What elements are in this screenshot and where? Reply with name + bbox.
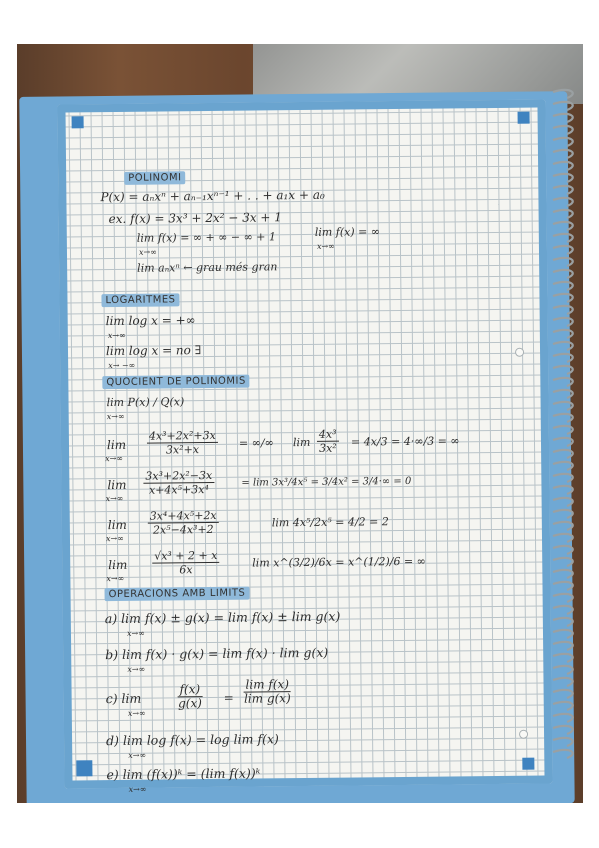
limit-subscript: x→∞: [107, 330, 126, 341]
numerator: 3x⁴+4x⁵+2x: [148, 509, 219, 524]
numerator: 3x³+2x²−3x: [143, 469, 214, 484]
section-heading: OPERACIONS AMB LIMITS: [104, 587, 249, 602]
corner-mark: [522, 758, 534, 770]
note-line: lim P(x) / Q(x): [106, 395, 185, 410]
note-line: lim f(x) = ∞: [314, 225, 381, 239]
limit-subscript: x→ −∞: [108, 360, 136, 371]
spiral-rings: [549, 84, 579, 774]
equals-sign: =: [223, 690, 234, 705]
graph-paper-page: [57, 99, 552, 794]
note-line: lim x^(3/2)/6x = x^(1/2)/6 = ∞: [252, 554, 426, 570]
numerator: f(x): [177, 683, 202, 697]
numerator: √x³ + 2 + x: [152, 549, 219, 564]
fraction: [177, 683, 202, 710]
note-line: lim log x = no ∃: [105, 343, 202, 359]
denominator: lim g(x): [243, 691, 291, 706]
note-line: ex. f(x) = 3x³ + 2x² − 3x + 1: [108, 210, 282, 227]
limit-subscript: x→∞: [105, 453, 124, 464]
lim-label: lim: [107, 517, 127, 533]
limit-subscript: x→∞: [126, 628, 145, 638]
section-heading: LOGARITMES: [101, 293, 179, 307]
limit-subscript: x→∞: [128, 750, 147, 760]
note-line: = lim 3x³/4x⁵ = 3/4x² = 3/4·∞ = 0: [241, 475, 412, 489]
denominator: g(x): [178, 696, 202, 711]
note-line: b) lim f(x) · g(x) = lim f(x) · lim g(x): [105, 644, 329, 663]
limit-subscript: x→∞: [138, 247, 157, 257]
limit-subscript: x→∞: [127, 708, 146, 718]
numerator: 4x³+2x²+3x: [147, 429, 218, 444]
denominator: 3x²: [318, 441, 337, 455]
numerator: 4x³: [317, 428, 339, 442]
note-line: lim f(x) = ∞ + ∞ − ∞ + 1: [136, 230, 277, 245]
limit-subscript: x→∞: [127, 664, 146, 674]
punch-hole: [515, 348, 524, 357]
note-line: e) lim (f(x))ᵏ = (lim f(x))ᵏ: [106, 765, 261, 783]
punch-hole: [519, 730, 528, 739]
note-line: lim 4x⁵/2x⁵ = 4/2 = 2: [271, 515, 389, 530]
note-line: = 4x/3 = 4·∞/3 = ∞: [350, 434, 460, 449]
note-line: c) lim: [105, 690, 142, 707]
note-line: = ∞/∞: [238, 436, 274, 450]
corner-mark: [76, 760, 92, 776]
fraction: [243, 678, 291, 705]
section-heading: QUOCIENT DE POLINOMIS: [102, 375, 250, 390]
fraction: [147, 429, 218, 457]
denominator: 6x: [179, 563, 193, 577]
lim-label: lim: [106, 437, 127, 453]
denominator: x+4x⁵+3x⁴: [148, 483, 209, 497]
lim-label: lim: [108, 557, 128, 573]
fraction: [143, 469, 214, 497]
notebook-spiral: [549, 84, 579, 774]
section-heading: POLINOMI: [124, 171, 185, 185]
note-line: d) lim log f(x) = log lim f(x): [106, 731, 279, 749]
fraction: [148, 509, 219, 537]
note-line: lim aₙxⁿ ← grau més gran: [137, 260, 278, 275]
denominator: 2x⁵−4x³+2: [152, 522, 214, 537]
numerator: lim f(x): [243, 678, 291, 692]
lim-label: lim: [107, 477, 127, 493]
limit-subscript: x→∞: [106, 573, 125, 584]
note-line: a) lim f(x) ± g(x) = lim f(x) ± lim g(x): [104, 608, 341, 627]
limit-subscript: x→∞: [128, 784, 147, 794]
corner-mark: [72, 116, 84, 128]
fraction: [152, 549, 220, 577]
limit-subscript: x→∞: [316, 241, 335, 251]
limit-subscript: x→∞: [106, 411, 125, 422]
lim-label: lim: [292, 435, 311, 450]
denominator: 3x²+x: [165, 443, 200, 457]
note-line: lim log x = +∞: [105, 313, 196, 329]
limit-subscript: x→∞: [105, 493, 124, 504]
fraction: [317, 428, 339, 455]
limit-subscript: x→∞: [105, 533, 124, 544]
note-line: P(x) = aₙxⁿ + aₙ₋₁xⁿ⁻¹ + . . + a₁x + a₀: [100, 187, 325, 205]
photo: [17, 44, 583, 803]
corner-mark: [518, 112, 530, 124]
